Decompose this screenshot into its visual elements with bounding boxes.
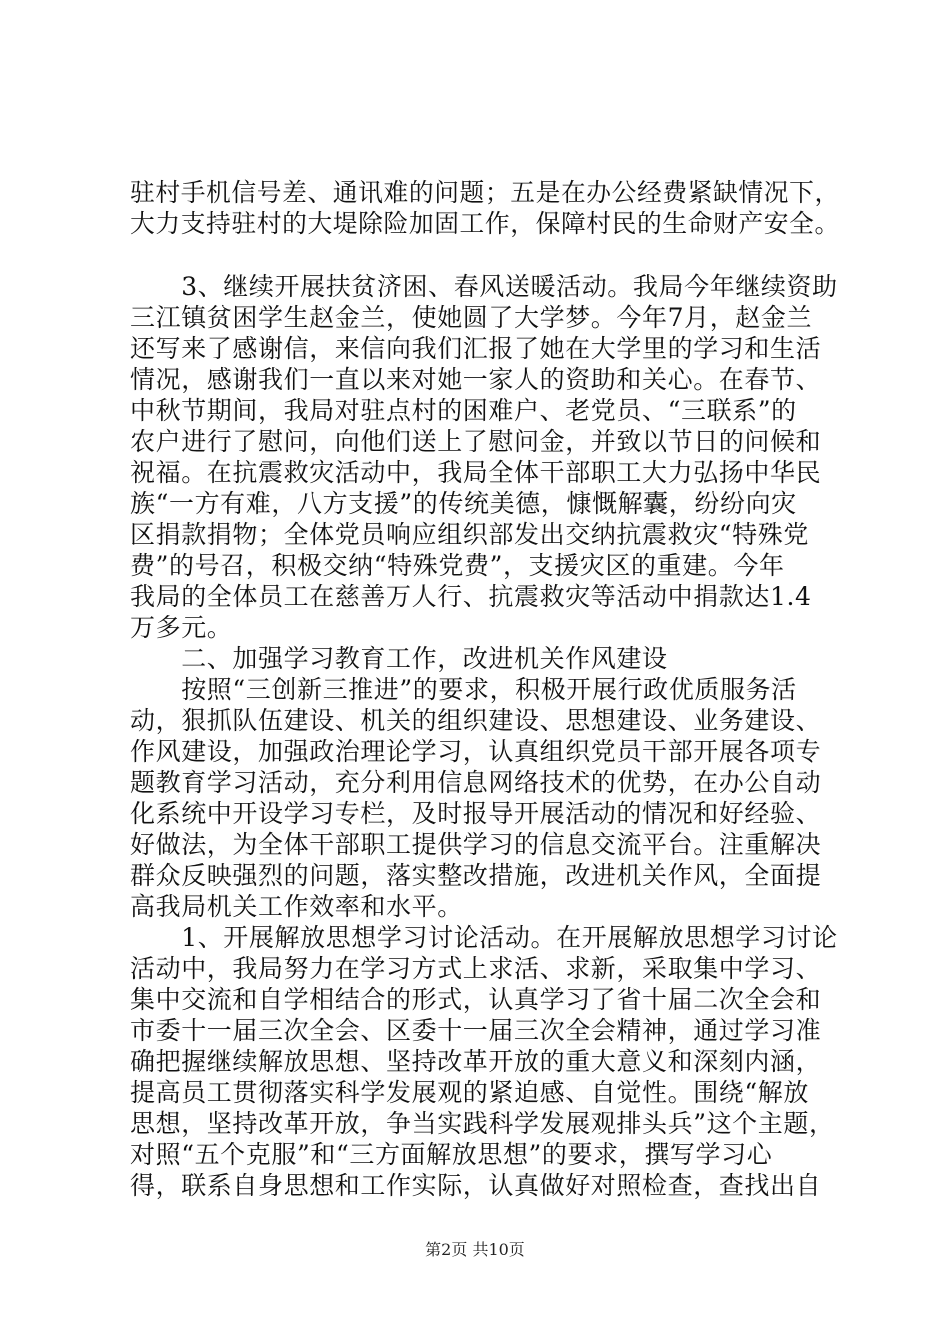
text-line: 按照“三创新三推进”的要求，积极开展行政优质服务活	[130, 675, 797, 704]
text-line: 区捐款捐物；全体党员响应组织部发出交纳抗震救灾“特殊党	[130, 520, 809, 549]
text-line: 3、继续开展扶贫济困、春风送暖活动。我局今年继续资助	[130, 272, 838, 301]
text-line: 群众反映强烈的问题，落实整改措施，改进机关作风，全面提	[130, 861, 822, 890]
text-line: 思想，坚持改革开放，争当实践科学发展观排头兵”这个主题，	[130, 1109, 835, 1138]
text-line: 确把握继续解放思想、坚持改革开放的重大意义和深刻内涵，	[130, 1047, 822, 1076]
text-line: 还写来了感谢信，来信向我们汇报了她在大学里的学习和生活	[130, 334, 822, 363]
text-line: 万多元。	[130, 613, 233, 642]
text-line: 作风建设，加强政治理论学习，认真组织党员干部开展各项专	[130, 737, 822, 766]
text-line: 动，狠抓队伍建设、机关的组织建设、思想建设、业务建设、	[130, 706, 822, 735]
text-line: 大力支持驻村的大堤除险加固工作，保障村民的生命财产安全。	[130, 209, 840, 238]
text-line: 三江镇贫困学生赵金兰，使她圆了大学梦。今年7月，赵金兰	[130, 303, 813, 332]
text-line: 集中交流和自学相结合的形式，认真学习了省十届二次全会和	[130, 985, 822, 1014]
text-line: 1、开展解放思想学习讨论活动。在开展解放思想学习讨论	[130, 923, 838, 952]
page-footer: 第2页 共10页	[425, 1240, 525, 1259]
text-line: 高我局机关工作效率和水平。	[130, 892, 463, 921]
text-line: 族“一方有难，八方支援”的传统美德，慷慨解囊，纷纷向灾	[130, 489, 797, 518]
text-line: 好做法，为全体干部职工提供学习的信息交流平台。注重解决	[130, 830, 822, 859]
text-line: 情况，感谢我们一直以来对她一家人的资助和关心。在春节、	[130, 365, 822, 394]
text-line: 题教育学习活动，充分利用信息网络技术的优势，在办公自动	[130, 768, 822, 797]
text-line: 得，联系自身思想和工作实际，认真做好对照检查，查找出自	[130, 1171, 822, 1200]
text-line: 中秋节期间，我局对驻点村的困难户、老党员、“三联系”的	[130, 396, 797, 425]
text-line: 祝福。在抗震救灾活动中，我局全体干部职工大力弘扬中华民	[130, 458, 822, 487]
text-line: 我局的全体员工在慈善万人行、抗震救灾等活动中捐款达1.4	[130, 582, 812, 611]
section-heading: 二、加强学习教育工作，改进机关作风建设	[130, 644, 668, 673]
text-line: 提高员工贯彻落实科学发展观的紧迫感、自觉性。围绕“解放	[130, 1078, 809, 1107]
text-line: 农户进行了慰问，向他们送上了慰问金，并致以节日的问候和	[130, 427, 822, 456]
text-line: 市委十一届三次全会、区委十一届三次全会精神，通过学习准	[130, 1016, 822, 1045]
text-line: 活动中，我局努力在学习方式上求活、求新，采取集中学习、	[130, 954, 822, 983]
text-line: 驻村手机信号差、通讯难的问题；五是在办公经费紧缺情况下，	[130, 178, 840, 207]
text-line: 化系统中开设学习专栏，及时报导开展活动的情况和好经验、	[130, 799, 822, 828]
text-line: 费”的号召，积极交纳“特殊党费”，支援灾区的重建。今年	[130, 551, 785, 580]
text-line: 对照“五个克服”和“三方面解放思想”的要求，撰写学习心	[130, 1140, 773, 1169]
